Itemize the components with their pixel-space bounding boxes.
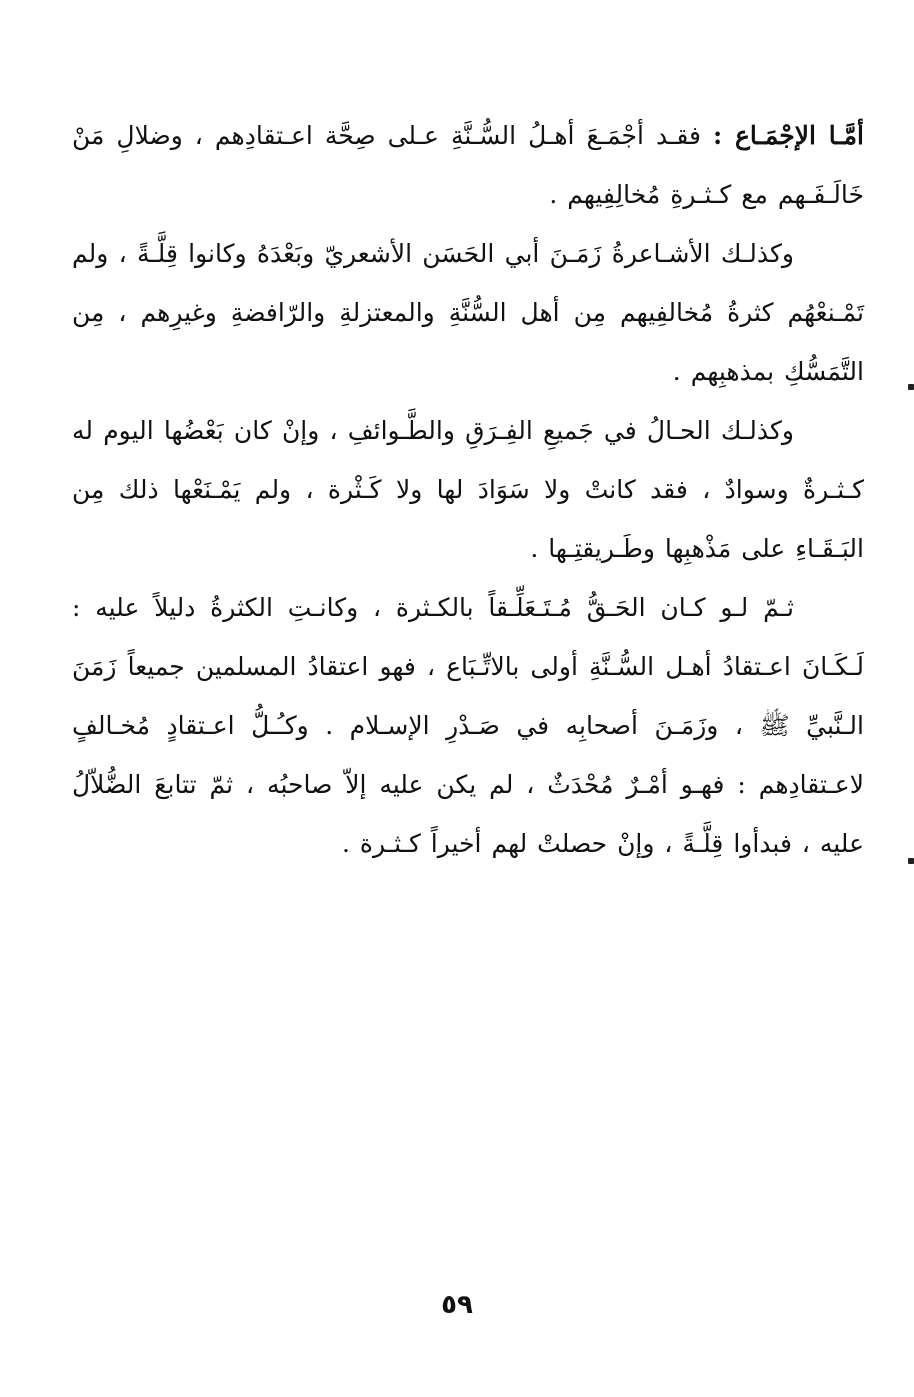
paragraph-firaq: وكذلـك الحـالُ في جَميعِ الفِـرَقِ والطَّـوائفِ ، وإنْ كان بَعْضُها اليوم له كـثـرةٌ وسوادٌ ، فقد كانتْ ولا سَوَادَ لها ولا كَـثْرة ، ولم يَمْـنَعْها ذلك مِن البَـقَـاءِ على مَذْهبِها وطَـريقتِـها . [72,416,864,563]
body-text [72,106,864,873]
paragraph-ashaira: وكذلـك الأشـاعرةُ زَمَـنَ أبي الحَسَن الأشعريّ وبَعْدَهُ وكانوا قِلَّـةً ، ولم تَمْـنعْهُم كثرةُ مُخالفِيهم مِن أهل السُّنَّةِ والمعتزلةِ والرّافضةِ وغيرِهم ، مِن التَّمَسُّكِ بمذهبِهم . [72,239,864,386]
paragraph-lead: أمَّـا الإجْمَـاع : [713,121,864,150]
paragraph-text: فقـد أجْمَـعَ أهـلُ السُّـنَّةِ عـلى صِحَّة اعـتقادِهم ، وضلالِ مَنْ خَالَـفَـهم مع كـثـرةِ مُخالِفِيهم . [72,121,864,209]
paragraph-haqq: ثـمّ لـو كـان الحَـقُّ مُـتَـعَلِّـقاً بالكـثرة ، وكانـتِ الكثرةُ دليلاً عليه : لَـكَـانَ اعـتقادُ أهـل السُّـنَّةِ أولى بالاتِّـبَاع ، فهو اعتقادُ المسلمين جميعاً زَمَنَ الـنَّبيِّ ﷺ ، وزَمَـنَ أصحابِه في صَـدْرِ الإسـلام . وكـُـلُّ اعـتقادٍ مُخـالفٍ لاعـتقادِهم : فهـو أمْـرٌ مُحْدَثٌ ، لم يكن عليه إلاّ صاحبُه ، ثمّ تتابعَ الضُّلاّلُ عليه ، فبدأوا قِلَّـةً ، وإنْ حصلتْ لهم أخيراً كـثـرة . [72,593,864,858]
paragraph-ijma [72,106,864,224]
margin-mark [908,858,914,864]
page-number: ٥٩ [441,1290,473,1320]
margin-mark [908,384,914,390]
